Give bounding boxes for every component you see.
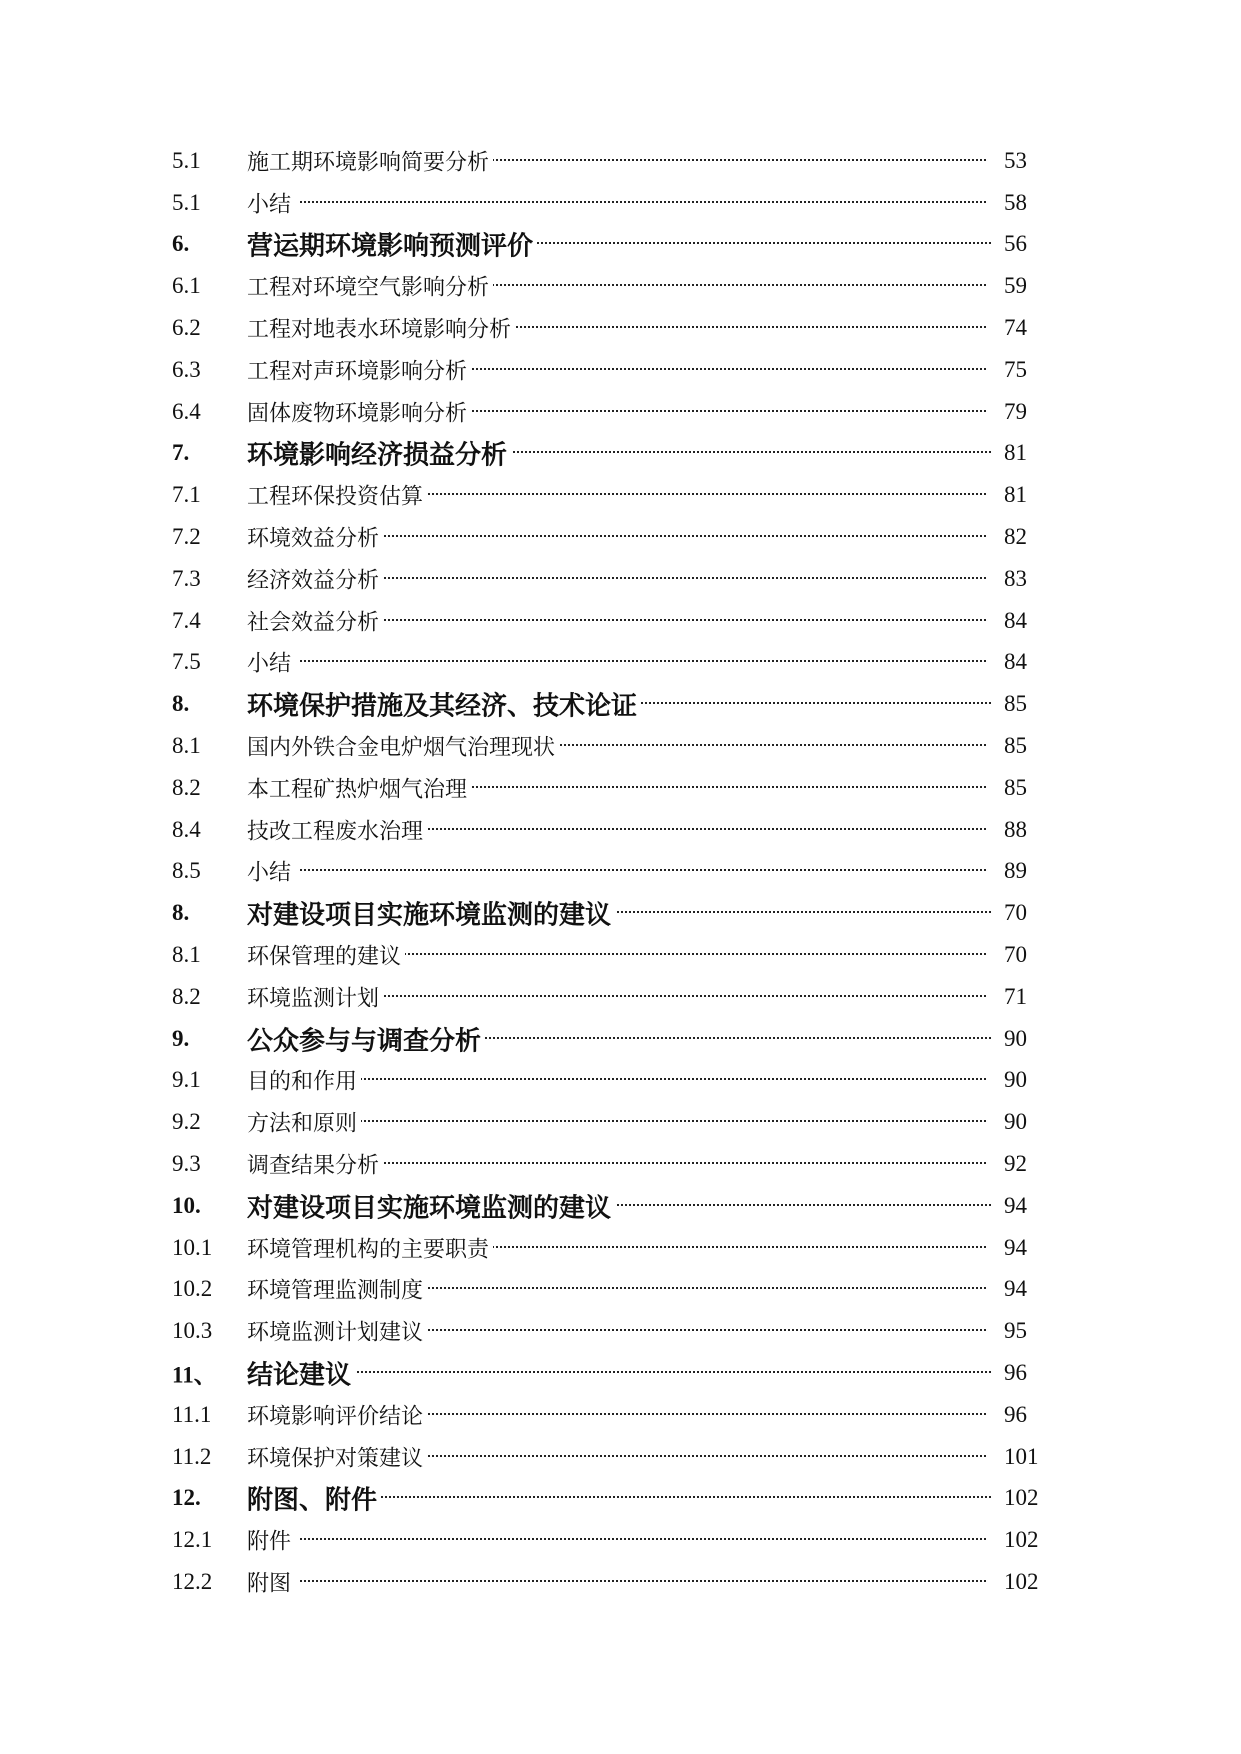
toc-dot-leader — [300, 619, 986, 621]
toc-subsection-row[interactable] — [0, 1143, 1241, 1185]
toc-subsection-row[interactable] — [0, 558, 1241, 600]
toc-dot-leader — [300, 1120, 986, 1122]
table-of-contents — [0, 140, 1241, 1603]
toc-page-number: 89 — [1004, 858, 1027, 884]
toc-entry-title: 小结 — [247, 647, 295, 678]
toc-page-number: 92 — [1004, 1151, 1027, 1177]
toc-dot-leader — [300, 1078, 986, 1080]
toc-entry-number: 10.1 — [172, 1234, 213, 1260]
toc-entry-title: 工程对环境空气影响分析 — [247, 271, 493, 302]
toc-section-row[interactable] — [0, 1185, 1241, 1227]
toc-entry-title: 目的和作用 — [247, 1065, 361, 1096]
toc-subsection-row[interactable] — [0, 1269, 1241, 1311]
toc-subsection-row[interactable] — [0, 1394, 1241, 1436]
toc-entry-number: 9. — [172, 1025, 190, 1051]
toc-entry-title: 附件 — [247, 1525, 295, 1556]
toc-entry-number: 8.1 — [172, 942, 201, 968]
toc-entry-number: 5.1 — [172, 147, 201, 173]
toc-entry-title: 工程对地表水环境影响分析 — [247, 313, 515, 344]
toc-dot-leader — [300, 201, 986, 203]
toc-subsection-row[interactable] — [0, 516, 1241, 558]
toc-entry-title: 环境管理机构的主要职责 — [247, 1232, 493, 1263]
toc-dot-leader — [300, 1371, 991, 1373]
toc-page-number: 79 — [1004, 398, 1027, 424]
toc-page-number: 82 — [1004, 524, 1027, 550]
toc-dot-leader — [300, 1162, 986, 1164]
toc-dot-leader — [300, 1580, 986, 1582]
toc-section-row[interactable] — [0, 1352, 1241, 1394]
toc-subsection-row[interactable] — [0, 140, 1241, 182]
toc-page-number: 102 — [1004, 1527, 1039, 1553]
toc-subsection-row[interactable] — [0, 809, 1241, 851]
toc-entry-number: 7. — [172, 440, 190, 466]
toc-entry-number: 7.1 — [172, 482, 201, 508]
toc-entry-title: 环境影响评价结论 — [247, 1399, 427, 1430]
toc-dot-leader — [300, 869, 986, 871]
toc-dot-leader — [300, 1496, 991, 1498]
toc-subsection-row[interactable] — [0, 934, 1241, 976]
toc-subsection-row[interactable] — [0, 1436, 1241, 1478]
toc-entry-title: 小结 — [247, 187, 295, 218]
toc-entry-number: 8. — [172, 900, 190, 926]
toc-subsection-row[interactable] — [0, 182, 1241, 224]
toc-entry-number: 9.2 — [172, 1109, 201, 1135]
toc-entry-number: 11.1 — [172, 1401, 212, 1427]
toc-entry-number: 5.1 — [172, 189, 201, 215]
toc-entry-title: 附图 — [247, 1566, 295, 1597]
toc-page-number: 85 — [1004, 774, 1027, 800]
toc-entry-title: 工程对声环境影响分析 — [247, 354, 471, 385]
toc-entry-number: 8.5 — [172, 858, 201, 884]
toc-subsection-row[interactable] — [0, 1227, 1241, 1269]
toc-entry-number: 10.2 — [172, 1276, 213, 1302]
toc-entry-number: 12. — [172, 1485, 201, 1511]
toc-subsection-row[interactable] — [0, 851, 1241, 893]
toc-page-number: 74 — [1004, 315, 1027, 341]
toc-subsection-row[interactable] — [0, 391, 1241, 433]
toc-subsection-row[interactable] — [0, 349, 1241, 391]
toc-entry-title: 经济效益分析 — [247, 563, 383, 594]
toc-section-row[interactable] — [0, 892, 1241, 934]
toc-page-number: 59 — [1004, 273, 1027, 299]
toc-subsection-row[interactable] — [0, 474, 1241, 516]
toc-entry-number: 6.1 — [172, 273, 201, 299]
toc-entry-title: 对建设项目实施环境监测的建议 — [247, 895, 615, 932]
toc-section-row[interactable] — [0, 433, 1241, 475]
toc-entry-number: 11.2 — [172, 1443, 212, 1469]
toc-entry-number: 6.2 — [172, 315, 201, 341]
toc-page-number: 101 — [1004, 1443, 1039, 1469]
toc-entry-title: 方法和原则 — [247, 1107, 361, 1138]
toc-page-number: 85 — [1004, 691, 1027, 717]
toc-entry-title: 技改工程废水治理 — [247, 814, 427, 845]
toc-subsection-row[interactable] — [0, 1519, 1241, 1561]
toc-page-number: 94 — [1004, 1276, 1027, 1302]
toc-page-number: 71 — [1004, 983, 1027, 1009]
toc-page-number: 83 — [1004, 565, 1027, 591]
toc-subsection-row[interactable] — [0, 307, 1241, 349]
toc-dot-leader — [300, 1538, 986, 1540]
toc-entry-number: 10. — [172, 1192, 201, 1218]
toc-entry-title: 环境保护对策建议 — [247, 1441, 427, 1472]
toc-subsection-row[interactable] — [0, 725, 1241, 767]
toc-page-number: 58 — [1004, 189, 1027, 215]
toc-entry-title: 社会效益分析 — [247, 605, 383, 636]
toc-entry-title: 国内外铁合金电炉烟气治理现状 — [247, 731, 559, 762]
toc-entry-number: 7.5 — [172, 649, 201, 675]
toc-entry-title: 环境保护措施及其经济、技术论证 — [247, 686, 641, 723]
toc-entry-title: 结论建议 — [247, 1355, 355, 1392]
toc-entry-title: 本工程矿热炉烟气治理 — [247, 772, 471, 803]
toc-subsection-row[interactable] — [0, 767, 1241, 809]
toc-subsection-row[interactable] — [0, 1310, 1241, 1352]
toc-entry-number: 12.1 — [172, 1527, 213, 1553]
toc-entry-number: 11、 — [172, 1362, 217, 1388]
toc-page-number: 96 — [1004, 1360, 1027, 1385]
toc-entry-number: 8.2 — [172, 774, 201, 800]
toc-dot-leader — [300, 535, 986, 537]
toc-section-row[interactable] — [0, 224, 1241, 266]
toc-page-number: 90 — [1004, 1109, 1027, 1135]
toc-entry-title: 环境效益分析 — [247, 522, 383, 553]
toc-entry-number: 6.3 — [172, 356, 201, 382]
toc-page-number: 81 — [1004, 440, 1027, 466]
toc-page-number: 90 — [1004, 1025, 1027, 1051]
toc-entry-title: 工程环保投资估算 — [247, 480, 427, 511]
toc-entry-title: 环境管理监测制度 — [247, 1274, 427, 1305]
toc-entry-number: 9.1 — [172, 1067, 201, 1093]
toc-subsection-row[interactable] — [0, 642, 1241, 684]
toc-subsection-row[interactable] — [0, 600, 1241, 642]
toc-subsection-row[interactable] — [0, 1101, 1241, 1143]
toc-entry-title: 调查结果分析 — [247, 1149, 383, 1180]
toc-subsection-row[interactable] — [0, 265, 1241, 307]
toc-entry-number: 6.4 — [172, 398, 201, 424]
toc-entry-title: 小结 — [247, 856, 295, 887]
toc-page-number: 84 — [1004, 649, 1027, 675]
toc-page-number: 95 — [1004, 1318, 1027, 1344]
toc-page-number: 85 — [1004, 733, 1027, 759]
toc-entry-number: 8.1 — [172, 733, 201, 759]
toc-section-row[interactable] — [0, 1478, 1241, 1520]
toc-entry-number: 12.2 — [172, 1568, 213, 1594]
toc-entry-number: 6. — [172, 231, 190, 257]
toc-entry-number: 7.4 — [172, 607, 201, 633]
toc-page-number: 102 — [1004, 1485, 1039, 1511]
toc-entry-number: 8.2 — [172, 983, 201, 1009]
toc-dot-leader — [300, 995, 986, 997]
toc-entry-title: 公众参与与调查分析 — [247, 1020, 485, 1057]
toc-section-row[interactable] — [0, 1018, 1241, 1060]
toc-entry-title: 环保管理的建议 — [247, 940, 405, 971]
toc-page-number: 56 — [1004, 231, 1027, 257]
toc-dot-leader — [300, 577, 986, 579]
toc-page-number: 102 — [1004, 1568, 1039, 1594]
toc-entry-number: 7.2 — [172, 524, 201, 550]
toc-page-number: 90 — [1004, 1067, 1027, 1093]
toc-entry-number: 9.3 — [172, 1151, 201, 1177]
toc-entry-title: 环境监测计划建议 — [247, 1316, 427, 1347]
toc-page-number: 94 — [1004, 1234, 1027, 1260]
toc-subsection-row[interactable] — [0, 1060, 1241, 1102]
toc-page-number: 81 — [1004, 482, 1027, 508]
toc-section-row[interactable] — [0, 683, 1241, 725]
toc-entry-title: 固体废物环境影响分析 — [247, 396, 471, 427]
toc-entry-number: 8.4 — [172, 816, 201, 842]
toc-page-number: 88 — [1004, 816, 1027, 842]
toc-page-number: 96 — [1004, 1401, 1027, 1427]
toc-page-number: 70 — [1004, 942, 1027, 968]
toc-entry-number: 8. — [172, 691, 190, 717]
toc-entry-number: 7.3 — [172, 565, 201, 591]
toc-entry-title: 对建设项目实施环境监测的建议 — [247, 1187, 615, 1224]
toc-page-number: 53 — [1004, 147, 1027, 173]
toc-subsection-row[interactable] — [0, 1561, 1241, 1603]
toc-dot-leader — [300, 660, 986, 662]
toc-page-number: 75 — [1004, 356, 1027, 382]
toc-entry-title: 营运期环境影响预测评价 — [247, 226, 537, 263]
toc-entry-title: 施工期环境影响简要分析 — [247, 145, 493, 176]
toc-page-number: 94 — [1004, 1192, 1027, 1218]
toc-page-number: 84 — [1004, 607, 1027, 633]
toc-entry-title: 附图、附件 — [247, 1480, 381, 1517]
toc-entry-title: 环境影响经济损益分析 — [247, 435, 511, 472]
toc-entry-number: 10.3 — [172, 1318, 213, 1344]
toc-page-number: 70 — [1004, 900, 1027, 926]
toc-entry-title: 环境监测计划 — [247, 981, 383, 1012]
toc-subsection-row[interactable] — [0, 976, 1241, 1018]
